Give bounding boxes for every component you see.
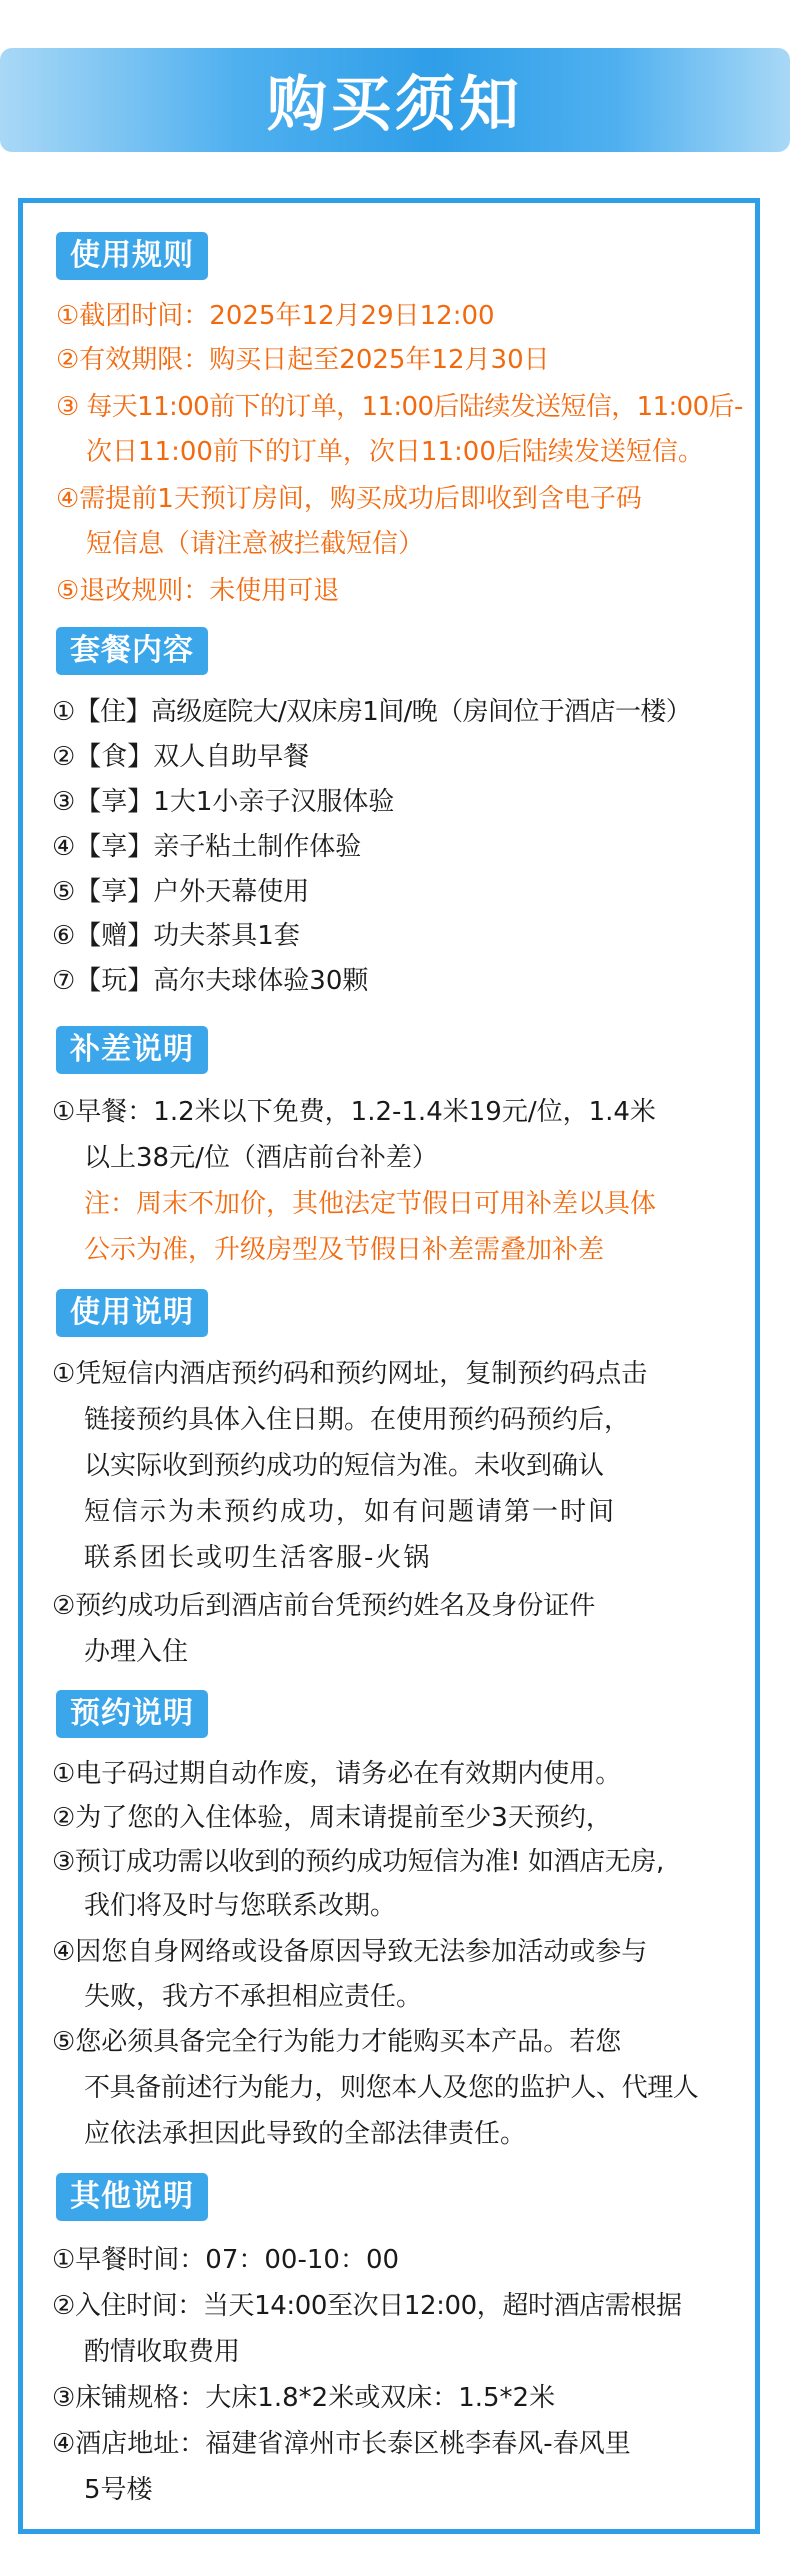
package-item: ⑥【赠】功夫茶具1套 — [52, 921, 300, 951]
instruction-item-continued: 办理入住 — [84, 1637, 189, 1667]
other-item: ③床铺规格：大床1.8*2米或双床：1.5*2米 — [52, 2383, 556, 2413]
booking-item-continued: 不具备前述行为能力，则您本人及您的监护人、代理人 — [84, 2073, 699, 2103]
usage-rule-item: ①截团时间：2025年12月29日12:00 — [56, 301, 495, 331]
booking-item-continued: 失败，我方不承担相应责任。 — [84, 1982, 423, 2012]
booking-item: ②为了您的入住体验，周末请提前至少3天预约， — [52, 1803, 612, 1833]
instruction-item: ②预约成功后到酒店前台凭预约姓名及身份证件 — [52, 1591, 596, 1621]
page-title: 购买须知 — [267, 70, 523, 140]
usage-rule-item: ⑤退改规则：未使用可退 — [56, 576, 340, 606]
instruction-item-continued: 联系团长或叨生活客服-火锅 — [84, 1543, 432, 1573]
package-item: ⑤【享】户外天幕使用 — [52, 877, 310, 907]
header-banner — [0, 48, 790, 152]
package-item: ①【住】高级庭院大/双床房1间/晚（房间位于酒店一楼） — [52, 697, 692, 727]
other-heading: 其他说明 — [56, 2173, 208, 2221]
instructions-heading: 使用说明 — [56, 1289, 208, 1337]
surcharge-note-continued: 公示为准，升级房型及节假日补差需叠加补差 — [84, 1235, 605, 1265]
booking-heading: 预约说明 — [56, 1690, 208, 1738]
other-item-continued: 5号楼 — [84, 2475, 153, 2505]
instruction-item-continued: 短信示为未预约成功，如有问题请第一时间 — [84, 1497, 617, 1527]
booking-item: ④因您自身网络或设备原因导致无法参加活动或参与 — [52, 1937, 648, 1967]
usage-rule-item: ④需提前1天预订房间，购买成功后即收到含电子码 — [56, 484, 642, 514]
other-item: ②入住时间：当天14:00至次日12:00，超时酒店需根据 — [52, 2291, 682, 2321]
package-item: ④【享】亲子粘土制作体验 — [52, 832, 362, 862]
usage-rules-heading: 使用规则 — [56, 232, 208, 280]
other-item: ①早餐时间：07：00-10：00 — [52, 2245, 400, 2275]
package-item: ⑦【玩】高尔夫球体验30颗 — [52, 966, 369, 996]
usage-rule-item: ③ 每天11:00前下的订单，11:00后陆续发送短信，11:00后- — [56, 392, 743, 422]
surcharge-note: 注：周末不加价，其他法定节假日可用补差以具体 — [84, 1189, 657, 1219]
surcharge-item: ①早餐：1.2米以下免费，1.2-1.4米19元/位，1.4米 — [52, 1097, 656, 1127]
surcharge-heading: 补差说明 — [56, 1026, 208, 1074]
other-item: ④酒店地址：福建省漳州市长泰区桃李春风-春风里 — [52, 2429, 631, 2459]
usage-rule-item-continued: 短信息（请注意被拦截短信） — [86, 529, 425, 559]
booking-item-continued: 我们将及时与您联系改期。 — [84, 1891, 397, 1921]
other-item-continued: 酌情收取费用 — [84, 2337, 241, 2367]
instruction-item-continued: 以实际收到预约成功的短信为准。未收到确认 — [84, 1451, 605, 1481]
package-item: ③【享】1大1小亲子汉服体验 — [52, 787, 395, 817]
usage-rule-item-continued: 次日11:00前下的订单，次日11:00后陆续发送短信。 — [86, 437, 704, 467]
instruction-item: ①凭短信内酒店预约码和预约网址，复制预约码点击 — [52, 1359, 648, 1389]
package-heading: 套餐内容 — [56, 627, 208, 675]
booking-item: ③预订成功需以收到的预约成功短信为准! 如酒店无房, — [52, 1847, 664, 1877]
booking-item: ①电子码过期自动作废，请务必在有效期内使用。 — [52, 1759, 622, 1789]
usage-rule-item: ②有效期限：购买日起至2025年12月30日 — [56, 345, 550, 375]
instruction-item-continued: 链接预约具体入住日期。在使用预约码预约后， — [84, 1405, 631, 1435]
booking-item-continued: 应依法承担因此导致的全部法律责任。 — [84, 2119, 527, 2149]
package-item: ②【食】双人自助早餐 — [52, 742, 310, 772]
booking-item: ⑤您必须具备完全行为能力才能购买本产品。若您 — [52, 2027, 622, 2057]
surcharge-item-continued: 以上38元/位（酒店前台补差） — [84, 1143, 438, 1173]
